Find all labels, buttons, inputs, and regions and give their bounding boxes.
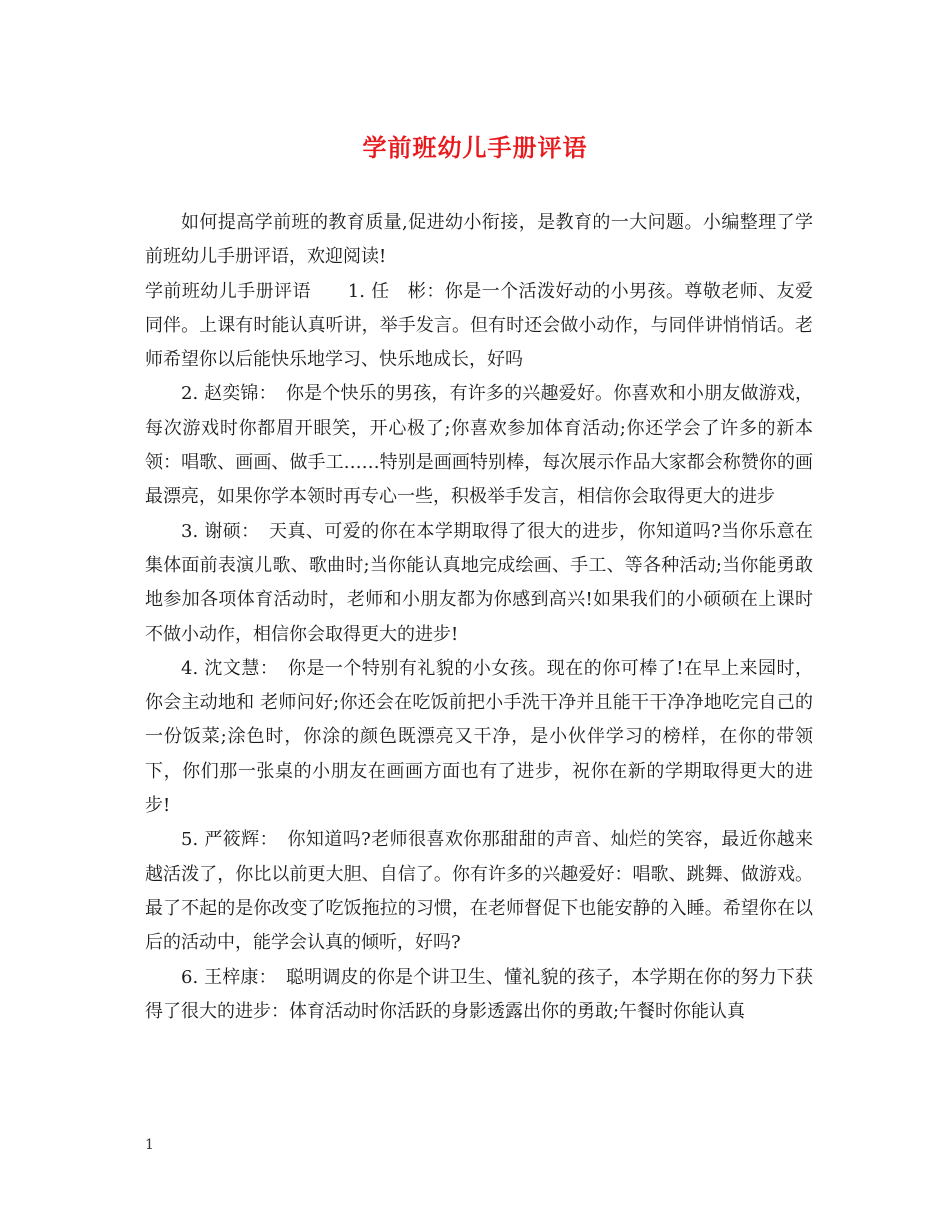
comment-paragraph-3: 3. 谢硕： 天真、可爱的你在本学期取得了很大的进步，你知道吗?当你乐意在集体面前表演儿歌、歌曲时;当你能认真地完成绘画、手工、等各种活动;当你能勇敢地参加各项体育活动时，老师和小朋友都为你感到高兴!如果我们的小硕硕在上课时不做小动作，相信你会取得更大的进步!	[145, 520, 813, 645]
document-body	[145, 206, 813, 1029]
document-title: 学前班幼儿手册评语	[362, 133, 588, 162]
comment-paragraph-4: 4. 沈文慧： 你是一个特别有礼貌的小女孩。现在的你可棒了!在早上来园时，你会主动地和 老师问好;你还会在吃饭前把小手洗干净并且能干干净净地吃完自己的一份饭菜;涂色时，你涂的颜色既漂亮又干净，是小伙伴学习的榜样，在你的带领下，你们那一张桌的小朋友在画画方面也有了进步，祝你在新的学期取得更大的进步!	[145, 657, 813, 817]
comment-paragraph-5: 5. 严筱辉： 你知道吗?老师很喜欢你那甜甜的声音、灿烂的笑容，最近你越来越活泼了，你比以前更大胆、自信了。你有许多的兴趣爱好：唱歌、跳舞、做游戏。最了不起的是你改变了吃饭拖拉的习惯，在老师督促下也能安静的入睡。希望你在以后的活动中，能学会认真的倾听，好吗?	[145, 829, 813, 954]
page-number: 1	[145, 1137, 154, 1153]
comment-paragraph-6: 6. 王梓康： 聪明调皮的你是个讲卫生、懂礼貌的孩子，本学期在你的努力下获得了很大的进步：体育活动时你活跃的身影透露出你的勇敢;午餐时你能认真	[145, 966, 813, 1022]
comment-paragraph-2: 2. 赵奕锦： 你是个快乐的男孩，有许多的兴趣爱好。你喜欢和小朋友做游戏，每次游戏时你都眉开眼笑，开心极了;你喜欢参加体育活动;你还学会了许多的新本领：唱歌、画画、做手工……特别是画画特别棒，每次展示作品大家都会称赞你的画最漂亮，如果你学本领时再专心一些，积极举手发言，相信你会取得更大的进步	[145, 383, 813, 508]
intro-paragraph: 如何提高学前班的教育质量,促进幼小衔接，是教育的一大问题。小编整理了学前班幼儿手册评语，欢迎阅读!	[145, 212, 813, 268]
comment-paragraph-1: 学前班幼儿手册评语 1. 任 彬：你是一个活泼好动的小男孩。尊敬老师、友爱同伴。上课有时能认真听讲，举手发言。但有时还会做小动作，与同伴讲悄悄话。老师希望你以后能快乐地学习、快乐地成长，好吗	[145, 280, 813, 371]
